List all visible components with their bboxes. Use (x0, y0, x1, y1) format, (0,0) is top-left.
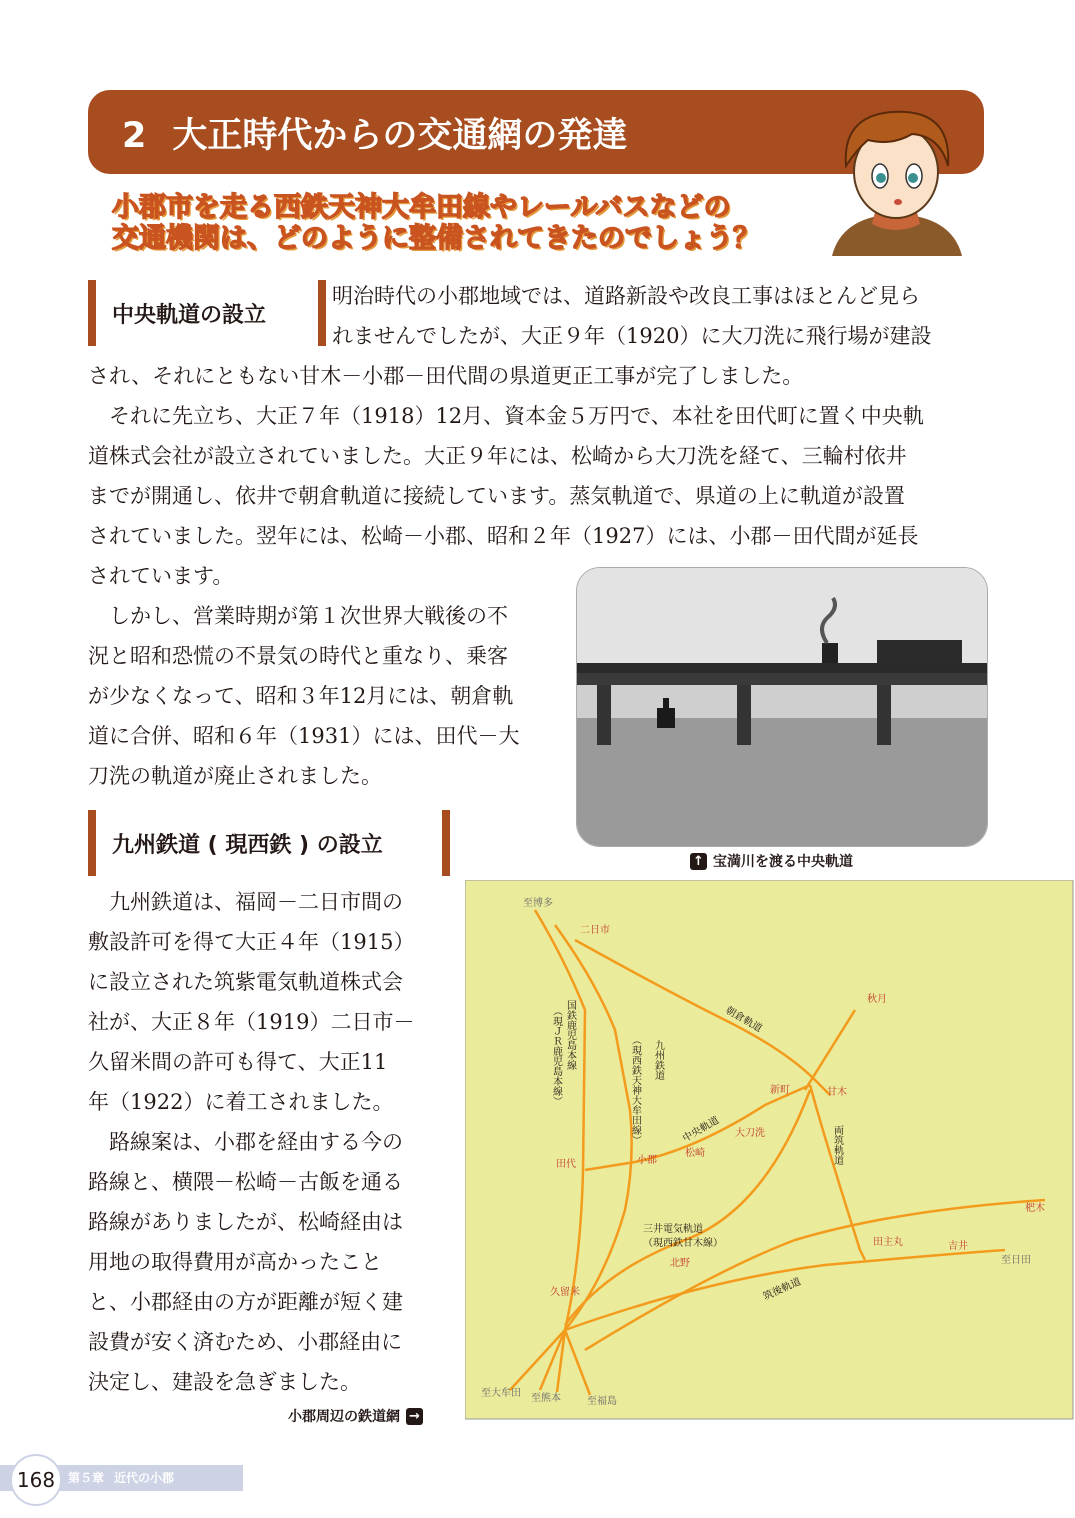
text-line: 路線と、横隈－松崎－古飯を通る (88, 1170, 403, 1194)
text-line: 用地の取得費用が高かったこと (88, 1250, 382, 1274)
map-label-hakata: 至博多 (523, 898, 553, 909)
map-label-akizuki: 秋月 (867, 994, 887, 1005)
section-title: 大正時代からの交通網の発達 (172, 116, 628, 156)
map-label-ogori: 小郡 (637, 1155, 657, 1166)
text-line: されています。 (88, 564, 234, 588)
arrow-up-icon: ↑ (690, 853, 707, 870)
line-label-kyushu-now: （現西鉄天神大牟田線） (629, 1035, 641, 1145)
page-title (122, 108, 627, 158)
line-label-chuo: 中央軌道 (681, 1115, 722, 1145)
text-line: までが開通し、依井で朝倉軌道に接続しています。蒸気軌道で、県道の上に軌道が設置 (88, 484, 905, 508)
section-heading-kyushu: 九州鉄道 ( 現西鉄 ) の設立 (88, 810, 450, 876)
text-line: 明治時代の小郡地域では、道路新設や改良工事はほとんど見ら (332, 284, 920, 308)
map-label-hita: 至日田 (1001, 1255, 1031, 1266)
line-label-mitsui: 三井電気軌道 (643, 1224, 703, 1235)
text-line: 道株式会社が設立されていました。大正９年には、松崎から大刀洗を経て、三輪村依井 (88, 444, 907, 468)
text-line: 敷設許可を得て大正４年（1915） (88, 930, 415, 954)
line-label-ryochiku: 両筑軌道 (831, 1125, 843, 1165)
text-line: 九州鉄道は、福岡－二日市間の (109, 890, 403, 914)
map-label-tachiarai: 大刀洗 (735, 1128, 765, 1139)
railway-map (465, 880, 1075, 1421)
map-label-shinmachi: 新町 (770, 1085, 790, 1096)
text-line: され、それにともない甘木－小郡－田代間の県道更正工事が完了しました。 (88, 364, 804, 388)
map-label-kitano: 北野 (670, 1258, 690, 1269)
historic-photo-bridge (576, 567, 988, 847)
text-line: 年（1922）に着工されました。 (88, 1090, 394, 1114)
line-label-kyushu: 九州鉄道 (652, 1040, 664, 1080)
line-label-mitsui-now: （現西鉄甘木線） (643, 1238, 723, 1249)
map-label-matsuzaki: 松崎 (685, 1148, 705, 1159)
map-label-fukushima: 至福島 (587, 1396, 617, 1407)
map-label-tashiro: 田代 (556, 1159, 576, 1170)
text-line: それに先立ち、大正７年（1918）12月、資本金５万円で、本社を田代町に置く中央軌 (109, 404, 924, 428)
text-line: と、小郡経由の方が距離が短く建 (88, 1290, 403, 1314)
text-line: が少なくなって、昭和３年12月には、朝倉軌 (88, 684, 514, 708)
text-line: 刀洗の軌道が廃止されました。 (88, 764, 382, 788)
text-line: 設費が安く済むため、小郡経由に (88, 1330, 403, 1354)
section-number: 2 (122, 116, 147, 156)
map-label-omuta: 至大牟田 (481, 1388, 521, 1399)
text-line: に設立された筑紫電気軌道株式会 (88, 970, 403, 994)
lead-question (112, 192, 812, 254)
map-label-kumamoto: 至熊本 (531, 1393, 561, 1404)
chapter-label (68, 1469, 184, 1486)
map-label-kurume: 久留米 (550, 1287, 580, 1298)
map-label-yoshii: 吉井 (948, 1241, 968, 1252)
line-label-asakura: 朝倉軌道 (723, 1005, 764, 1035)
text-line: 社が、大正８年（1919）二日市－ (88, 1010, 415, 1034)
paragraph (88, 1122, 403, 1402)
chapter-number: 第５章 (68, 1471, 105, 1485)
map-label-tanushimaru: 田主丸 (873, 1237, 903, 1248)
text-line: しかし、営業時期が第１次世界大戦後の不 (109, 604, 508, 628)
text-line: 決定し、建設を急ぎました。 (88, 1370, 361, 1394)
section-heading-central: 中央軌道の設立 (88, 280, 326, 346)
paragraph (88, 882, 414, 1122)
mascot-illustration (812, 96, 980, 260)
paragraph (88, 596, 519, 796)
line-label-chikugo: 筑後軌道 (761, 1276, 803, 1303)
line-label-kagoshima-now: （現ＪＲ鹿児島本線） (550, 1006, 562, 1106)
text-line: されていました。翌年には、松崎－小郡、昭和２年（1927）には、小郡－田代間が延長 (88, 524, 919, 548)
paragraph (332, 276, 931, 356)
map-caption (288, 1406, 423, 1426)
text-line: 路線案は、小郡を経由する今の (109, 1130, 403, 1154)
text-line: 路線がありましたが、松崎経由は (88, 1210, 403, 1234)
map-label-amagi: 甘木 (827, 1087, 847, 1098)
arrow-right-icon: → (406, 1408, 423, 1425)
text-line: 道に合併、昭和６年（1931）には、田代－大 (88, 724, 520, 748)
text-line: れませんでしたが、大正９年（1920）に大刀洗に飛行場が建設 (332, 324, 932, 348)
page-number: 168 (10, 1454, 62, 1506)
chapter-title: 近代の小郡 (114, 1471, 175, 1485)
text-line: 況と昭和恐慌の不景気の時代と重なり、乗客 (88, 644, 508, 668)
map-caption-text: 小郡周辺の鉄道網 (288, 1409, 400, 1425)
text-line: 久留米間の許可も得て、大正11 (88, 1050, 388, 1074)
map-label-futsukaichi: 二日市 (580, 925, 610, 936)
lead-line: 小郡市を走る西鉄天神大牟田線やレールバスなどの (112, 192, 731, 223)
paragraph (88, 396, 924, 596)
line-label-kagoshima: 国鉄鹿児島本線 (564, 1000, 576, 1070)
paragraph (88, 356, 803, 396)
map-label-haki: 杷木 (1025, 1203, 1045, 1214)
lead-line: 交通機関は、どのように整備されてきたのでしょう？ (112, 223, 760, 254)
photo-caption-text: 宝満川を渡る中央軌道 (713, 854, 853, 870)
photo-caption (690, 851, 853, 871)
